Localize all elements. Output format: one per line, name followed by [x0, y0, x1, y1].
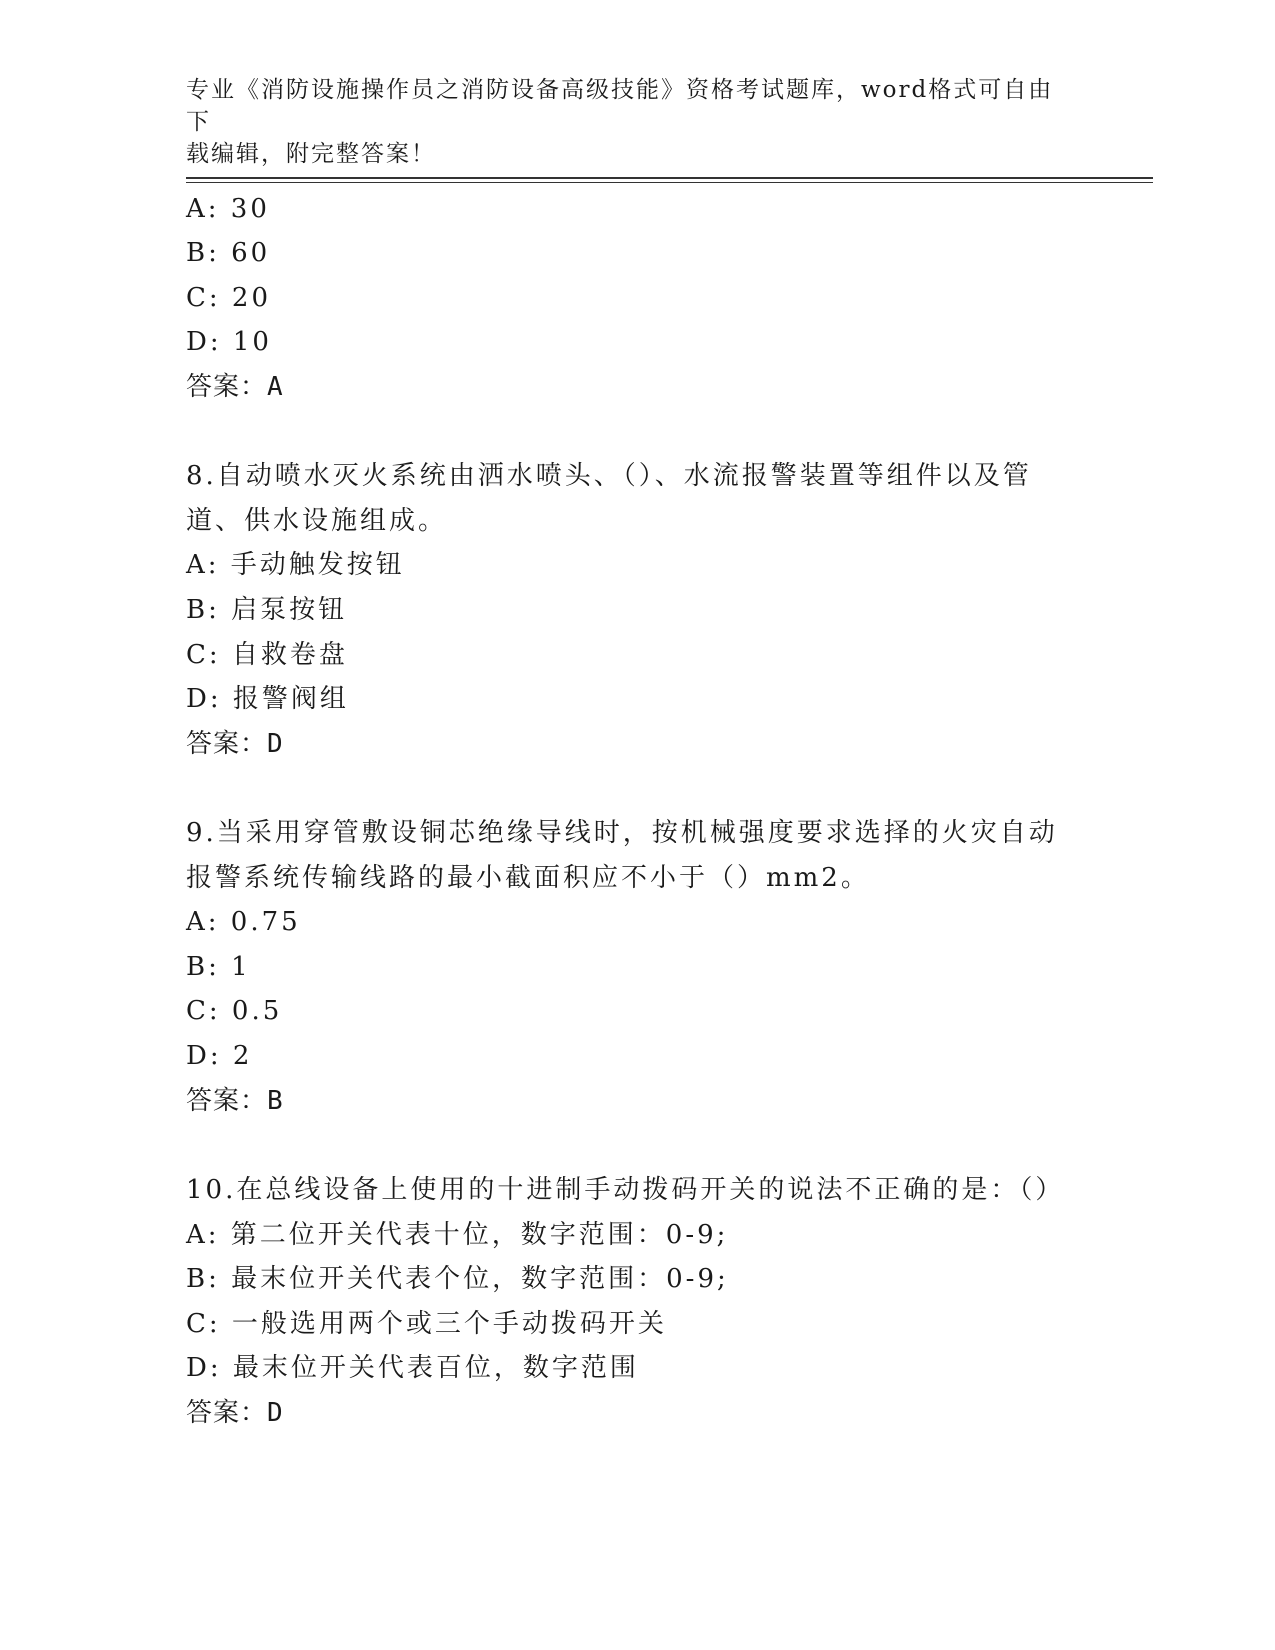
q9-option-a: A: 0.75	[186, 907, 301, 937]
q8-stem-line-2: 道、供水设施组成。	[186, 506, 448, 536]
answer-label: 答案：	[186, 729, 268, 759]
q10-stem-line-1: 10.在总线设备上使用的十进制手动拨码开关的说法不正确的是：（）	[186, 1175, 1065, 1205]
q9-stem-line-2: 报警系统传输线路的最小截面积应不小于（）mm2。	[186, 863, 870, 893]
prev-option-c: C: 20	[186, 283, 272, 313]
prev-option-a: A: 30	[186, 194, 270, 224]
q8-option-c: C: 自救卷盘	[186, 640, 348, 670]
prev-option-b: B: 60	[186, 238, 271, 268]
q10-option-c: C: 一般选用两个或三个手动拨码开关	[186, 1309, 667, 1339]
answer-value: D	[267, 1398, 284, 1428]
q8-option-a: A: 手动触发按钮	[186, 550, 405, 580]
q8-answer	[186, 729, 1086, 759]
document-header	[186, 74, 1066, 170]
header-line-2: 载编辑，附完整答案！	[186, 141, 436, 167]
q10-answer	[186, 1398, 1086, 1428]
q10-option-d: D: 最末位开关代表百位，数字范围	[186, 1353, 639, 1383]
prev-answer	[186, 372, 1086, 402]
prev-option-d: D: 10	[186, 327, 272, 357]
header-rule-thin	[186, 182, 1153, 183]
q8-option-b: B: 启泵按钮	[186, 595, 348, 625]
q10-option-a: A: 第二位开关代表十位，数字范围：0-9;	[186, 1220, 729, 1250]
answer-label: 答案：	[186, 1398, 268, 1428]
answer-value: A	[267, 372, 284, 402]
answer-value: D	[267, 729, 284, 759]
q9-answer	[186, 1086, 1086, 1116]
answer-label: 答案：	[186, 372, 268, 402]
q9-option-c: C: 0.5	[186, 996, 283, 1026]
q9-option-d: D: 2	[186, 1041, 253, 1071]
answer-value: B	[267, 1086, 284, 1116]
q10-option-b: B: 最末位开关代表个位，数字范围：0-9;	[186, 1264, 729, 1294]
q9-stem-line-1: 9.当采用穿管敷设铜芯绝缘导线时，按机械强度要求选择的火灾自动	[186, 818, 1058, 848]
header-line-1: 专业《消防设施操作员之消防设备高级技能》资格考试题库，word格式可自由下	[186, 77, 1054, 135]
header-rule-thick	[186, 177, 1153, 179]
q9-option-b: B: 1	[186, 952, 251, 982]
q8-option-d: D: 报警阀组	[186, 684, 349, 714]
answer-label: 答案：	[186, 1086, 268, 1116]
q8-stem-line-1: 8.自动喷水灭火系统由洒水喷头、（）、水流报警装置等组件以及管	[186, 461, 1032, 491]
